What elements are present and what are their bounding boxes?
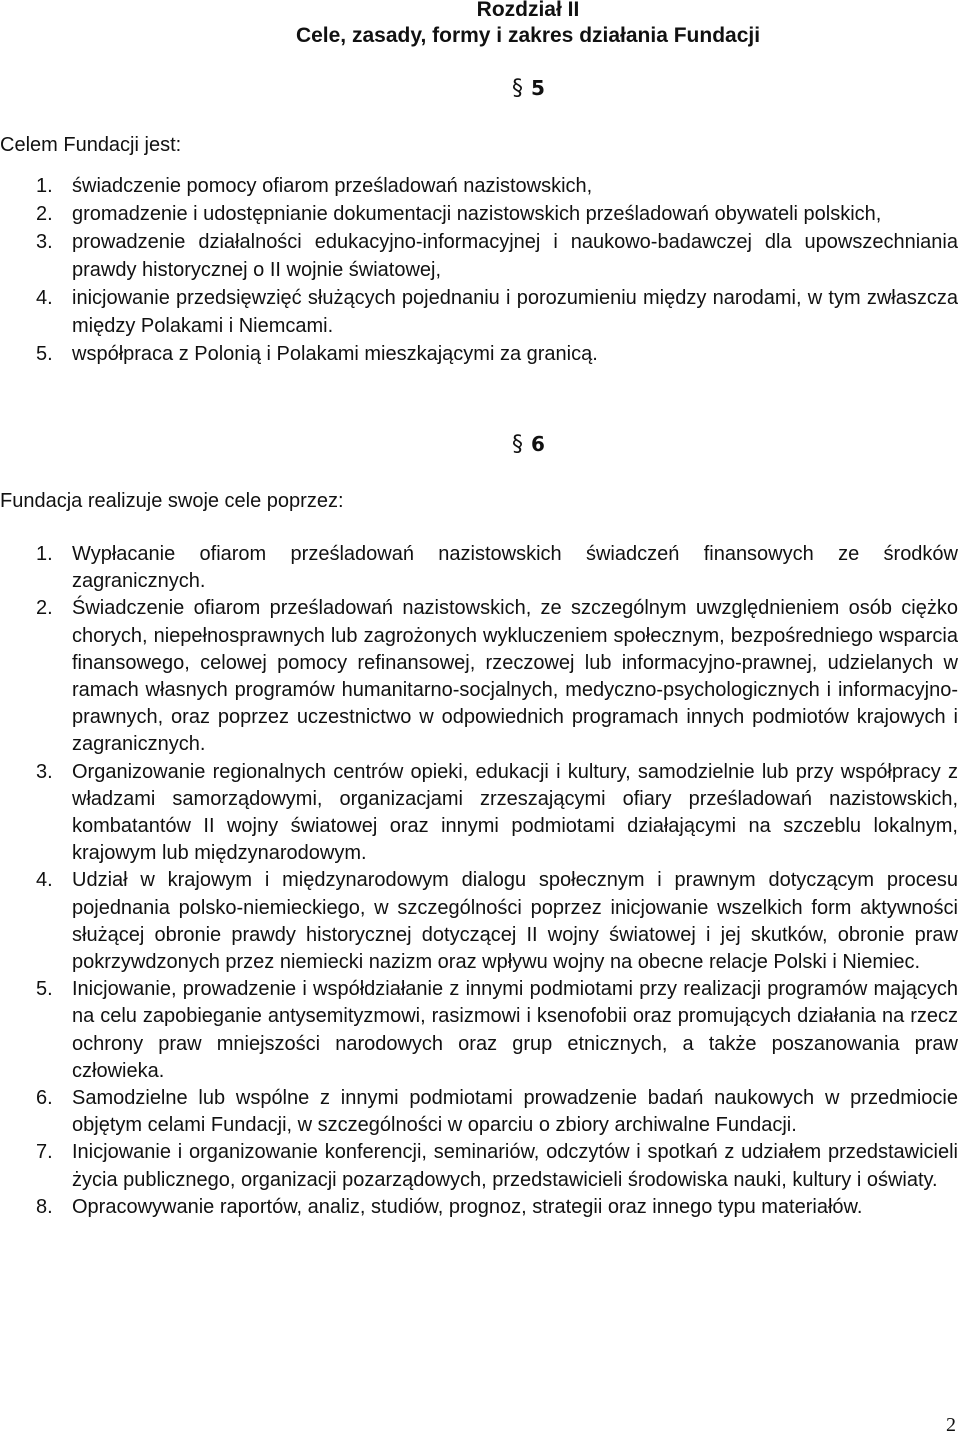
item-text: Wypłacanie ofiarom prześladowań nazistowskich świadczeń finansowych ze środków zagranicznych. [72, 543, 958, 593]
item-number: 5. [36, 978, 53, 1001]
item-text: Inicjowanie i organizowanie konferencji, seminariów, odczytów i spotkań z udziałem przedstawicieli życia publicznego, organizacji pozarządowych, przedstawicieli środowiska nauki, kultury i oświaty. [72, 1141, 958, 1191]
section-intro-6: Fundacja realizuje swoje cele poprzez: [0, 490, 344, 512]
section-sign: § [512, 76, 523, 101]
list-item [0, 595, 958, 758]
chapter-number: Rozdział II [476, 0, 580, 21]
item-text: Opracowywanie raportów, analiz, studiów, prognoz, strategii oraz innego typu materiałów. [72, 1195, 863, 1218]
methods-list [0, 541, 958, 1221]
item-text: Inicjowanie, prowadzenie i współdziałanie z innymi podmiotami przy realizacji programów mających na celu zapobieganie antysemityzmowi, rasizmowi i ksenofobii oraz promujących działania na rzecz ochrony praw mniejszości narodowych oraz grup etnicznych, a także poszanowania praw człowieka. [72, 978, 958, 1082]
item-text: Organizowanie regionalnych centrów opieki, edukacji i kultury, samodzielnie lub przy współpracy z władzami samorządowymi, organizacjami zrzeszającymi ofiary prześladowań nazistowskich, kombatantów II wojny światowej oraz innymi podmiotami działającymi na szczeblu lokalnym, krajowym lub międzynarodowym. [72, 760, 958, 865]
item-number: 4. [36, 869, 53, 892]
list-item [0, 340, 958, 368]
item-text: gromadzenie i udostępnianie dokumentacji nazistowskich prześladowań obywateli polskich, [72, 203, 882, 225]
list-item [0, 228, 958, 284]
list-item [0, 172, 958, 200]
section-intro-5: Celem Fundacji jest: [0, 134, 182, 156]
list-item [0, 541, 958, 595]
item-text: Udział w krajowym i międzynarodowym dialogu społecznym i prawnym dotyczącym procesu pojednania polsko-niemieckiego, w szczególności poprzez inicjowanie wszelkich form aktywności służącej obronie prawdy historycznej dotyczącej II wojny światowej i jej skutków, obronie praw pokrzywdzonych przez niemiecki nazizm oraz wpływu wojny na obecne relacje Polski i Niemiec. [72, 869, 958, 974]
list-item [0, 1085, 958, 1139]
section-sign: § [512, 432, 523, 457]
chapter-title: Cele, zasady, formy i zakres działania Fundacji [295, 24, 761, 47]
item-number: 3. [36, 231, 53, 253]
list-item [0, 200, 958, 228]
section-number: 6 [531, 432, 545, 456]
item-number: 4. [36, 287, 53, 309]
item-text: Samodzielne lub wspólne z innymi podmiotami prowadzenie badań naukowych w przedmiocie objętym celami Fundacji, w szczególności w oparciu o zbiory archiwalne Fundacji. [72, 1087, 958, 1137]
section-number: 5 [531, 76, 545, 100]
item-text: inicjowanie przedsięwzięć służących pojednaniu i porozumieniu między narodami, w tym zwłaszcza między Polakami i Niemcami. [72, 287, 958, 337]
page-number: 2 [946, 1414, 956, 1436]
list-item [0, 1194, 958, 1221]
item-number: 1. [36, 175, 53, 197]
section-heading-5 [512, 76, 545, 101]
section-heading-6 [512, 432, 545, 457]
list-item [0, 759, 958, 868]
list-item [0, 284, 958, 340]
item-text: współpraca z Polonią i Polakami mieszkającymi za granicą. [72, 343, 598, 365]
list-item [0, 1139, 958, 1193]
item-text: Świadczenie ofiarom prześladowań nazistowskich, ze szczególnym uwzględnieniem osób ciężko chorych, niepełnosprawnych lub zagrożonych wykluczeniem społecznym, bezpośredniego wsparcia finansowego, celowej pomocy refinansowej, rzeczowej lub informacyjno-prawnej, udzielanych w ramach własnych programów humanitarno-socjalnych, medyczno-psychologicznych i informacyjno-prawnych, oraz poprzez uczestnictwo w odpowiednich programach innych podmiotów krajowych i zagranicznych. [72, 597, 958, 756]
item-text: prowadzenie działalności edukacyjno-informacyjnej i naukowo-badawczej dla upowszechniania prawdy historycznej o II wojnie światowej, [72, 231, 958, 281]
item-number: 1. [36, 543, 53, 565]
item-number: 3. [36, 760, 53, 783]
list-item [0, 976, 958, 1085]
item-number: 7. [36, 1141, 53, 1164]
item-number: 8. [36, 1195, 53, 1218]
goals-list [0, 172, 958, 368]
item-number: 2. [36, 597, 53, 620]
list-item [0, 867, 958, 976]
item-number: 5. [36, 343, 53, 365]
item-number: 6. [36, 1087, 53, 1110]
item-text: świadczenie pomocy ofiarom prześladowań nazistowskich, [72, 175, 593, 197]
item-number: 2. [36, 203, 53, 225]
